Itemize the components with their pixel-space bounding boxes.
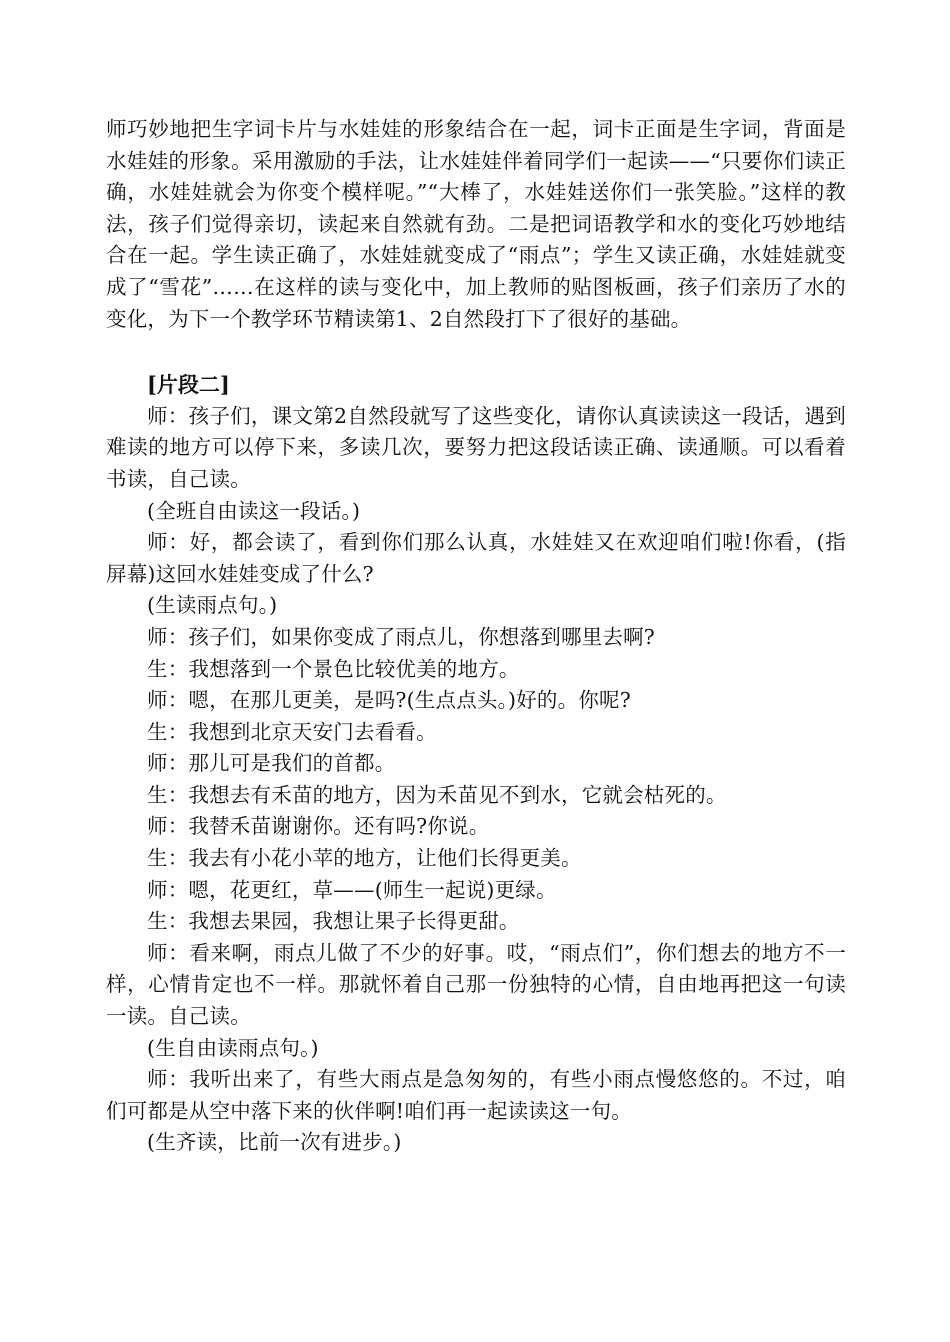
paragraph: 师：孩子们，如果你变成了雨点儿，你想落到哪里去啊? bbox=[147, 624, 655, 649]
paragraph: 生：我想落到一个景色比较优美的地方。 bbox=[147, 656, 520, 681]
paragraph: 生：我想去果园，我想让果子长得更甜。 bbox=[147, 909, 520, 934]
paragraph: 师：我替禾苗谢谢你。还有吗?你说。 bbox=[147, 814, 490, 839]
paragraph: 师：嗯，在那儿更美，是吗?(生点点头。)好的。你呢? bbox=[147, 688, 631, 713]
paragraph: 生：我想到北京天安门去看看。 bbox=[147, 719, 437, 744]
paragraph: (生齐读，比前一次有进步。) bbox=[147, 1130, 402, 1155]
paragraph: 师：看来啊，雨点儿做了不少的好事。哎，“雨点们”，你们想去的地方不一样，心情肯定也不一样。那就怀着自己那一份独特的心情，自由地再把这一句读一读。自己读。 bbox=[106, 940, 846, 1029]
paragraph: (生自由读雨点句。) bbox=[147, 1035, 319, 1060]
paragraph: (全班自由读这一段话。) bbox=[147, 498, 361, 523]
paragraph: 生：我去有小花小苹的地方，让他们长得更美。 bbox=[147, 846, 582, 871]
paragraph: 师：孩子们，课文第2自然段就写了这些变化，请你认真读读这一段话，遇到难读的地方可以停下来，多读几次，要努力把这段话读正确、读通顺。可以看着书读，自己读。 bbox=[106, 403, 846, 491]
paragraph: 生：我想去有禾苗的地方，因为禾苗见不到水，它就会枯死的。 bbox=[147, 782, 727, 807]
intro-paragraph: 师巧妙地把生字词卡片与水娃娃的形象结合在一起，词卡正面是生字词，背面是水娃娃的形象。采用激励的手法，让水娃娃伴着同学们一起读——“只要你们读正确，水娃娃就会为你变个模样呢。”“大棒了，水娃娃送你们一张笑脸。”这样的教法，孩子们觉得亲切，读起来自然就有劲。二是把词语教学和水的变化巧妙地结合在一起。学生读正确了，水娃娃就变成了“雨点”；学生又读正确，水娃娃就变成了“雪花”……在这样的读与变化中，加上教师的贴图板画，孩子们亲历了水的变化，为下一个教学环节精读第1、2自然段打下了很好的基础。 bbox=[106, 117, 846, 331]
paragraph: 师：嗯，花更红，草——(师生一起说)更绿。 bbox=[147, 877, 557, 902]
paragraph: 师：那儿可是我们的首都。 bbox=[147, 751, 396, 776]
paragraph: (生读雨点句。) bbox=[147, 593, 278, 618]
paragraph: 师：好，都会读了，看到你们那么认真，水娃娃又在欢迎咱们啦!你看，(指屏幕)这回水娃娃变成了什么? bbox=[106, 530, 846, 586]
section-heading: [片段二] bbox=[147, 372, 230, 398]
paragraph: 师：我听出来了，有些大雨点是急匆匆的，有些小雨点慢悠悠的。不过，咱们可都是从空中落下来的伙伴啊!咱们再一起读读这一句。 bbox=[106, 1067, 846, 1123]
text-column bbox=[106, 114, 846, 1159]
